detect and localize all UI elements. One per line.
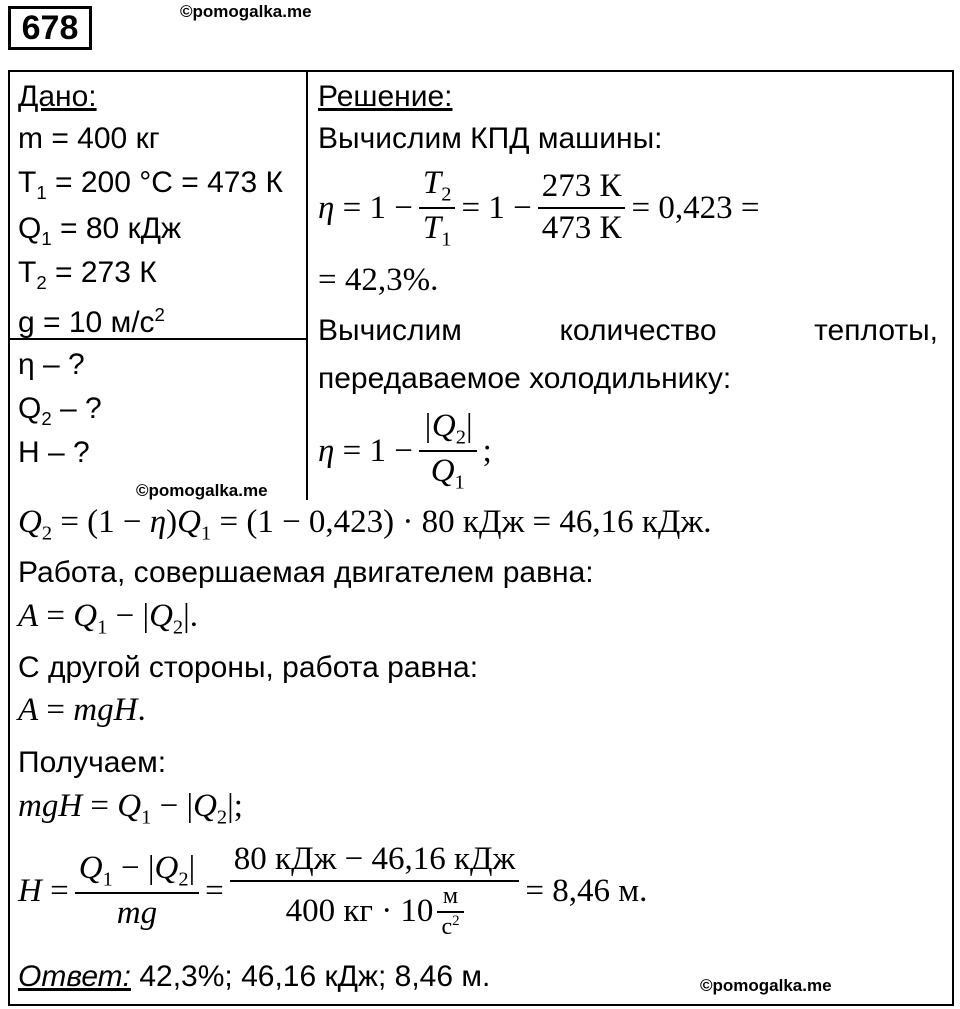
solution-header: Решение: xyxy=(318,80,453,113)
height-values-fraction: 80 кДж − 46,16 кДж 400 кг · 10 $\frac{м}{с^2}$ xyxy=(230,840,520,941)
efficiency-intro: Вычислим КПД машины: xyxy=(318,122,663,155)
given-mass: m = 400 кг xyxy=(18,122,160,155)
temperature-ratio-fraction: $\frac{T_2}{T_1}$ xyxy=(419,164,456,252)
answer-line xyxy=(18,956,490,998)
heat-intro-line: Вычислим количество теплоты, xyxy=(318,314,938,347)
problem-number: 678 xyxy=(8,6,92,50)
result-intro: Получаем: xyxy=(18,746,167,779)
find-efficiency: η – ? xyxy=(18,348,85,381)
energy-balance-equation: mgH = $Q_1 - |Q_2|$; xyxy=(18,788,243,829)
work-equation: $A = Q_1 - |Q_2|$. xyxy=(18,598,198,639)
given-temperature-1: $T_1 = 200$ °C = 473 К xyxy=(18,166,283,203)
efficiency-percent: = 42,3%. xyxy=(318,262,439,298)
given-divider-vertical xyxy=(306,70,308,500)
heat-2-calculation: $Q_2 = (1 - \eta)Q_1 = (1 - 0,423) \cdot 80$ кДж = 46,16 кДж. xyxy=(18,504,712,545)
temperature-values-fraction: $\frac{273 К}{473 К}$ xyxy=(538,167,626,248)
watermark-middle: ©pomogalka.me xyxy=(136,481,268,500)
find-heat-2: $Q_2$ – ? xyxy=(18,392,102,429)
height-formula-fraction: $\frac{Q_1 - |Q_2|}{mg}$ xyxy=(75,849,199,934)
given-heat-1: $Q_1 = 80$ кДж xyxy=(18,212,182,249)
work-other-side: С другой стороны, работа равна: xyxy=(18,651,479,684)
answer-values: 42,3%; 46,16 кДж; 8,46 м. xyxy=(131,960,491,993)
given-gravity: g = 10 $м/с^2$ xyxy=(18,304,165,339)
heat-intro-line-2: передаваемое холодильнику: xyxy=(318,362,732,395)
watermark-top: ©pomogalka.me xyxy=(180,2,312,21)
acceleration-unit-fraction: $\frac{м}{с^2}$ xyxy=(437,882,463,942)
efficiency-heat-equation: η = 1 − $\frac{|Q_2|}{Q_1}$ ; xyxy=(318,407,492,494)
work-intro: Работа, совершаемая двигателем равна: xyxy=(18,556,594,589)
answer-label: Ответ: xyxy=(18,960,131,993)
watermark-bottom: ©pomogalka.me xyxy=(700,976,832,995)
efficiency-equation: η = 1 − $\frac{T_2}{T_1}$ = 1 − $\frac{273 К}{473 К}$ = 0,423 = xyxy=(318,164,760,251)
given-temperature-2: $T_2 = 273$ К xyxy=(18,256,157,293)
height-equation: H = $\frac{Q_1 - |Q_2|}{mg}$ = 80 кДж − 46,16 кДж 400 кг · 10 $\frac{м}{с^2}$ = 8,46 м. xyxy=(18,841,648,940)
find-height: H – ? xyxy=(18,436,90,469)
work-mgh-equation: A = mgH. xyxy=(18,692,146,728)
given-header: Дано: xyxy=(18,80,97,113)
heat-ratio-fraction: $\frac{|Q_2|}{Q_1}$ xyxy=(419,407,477,495)
